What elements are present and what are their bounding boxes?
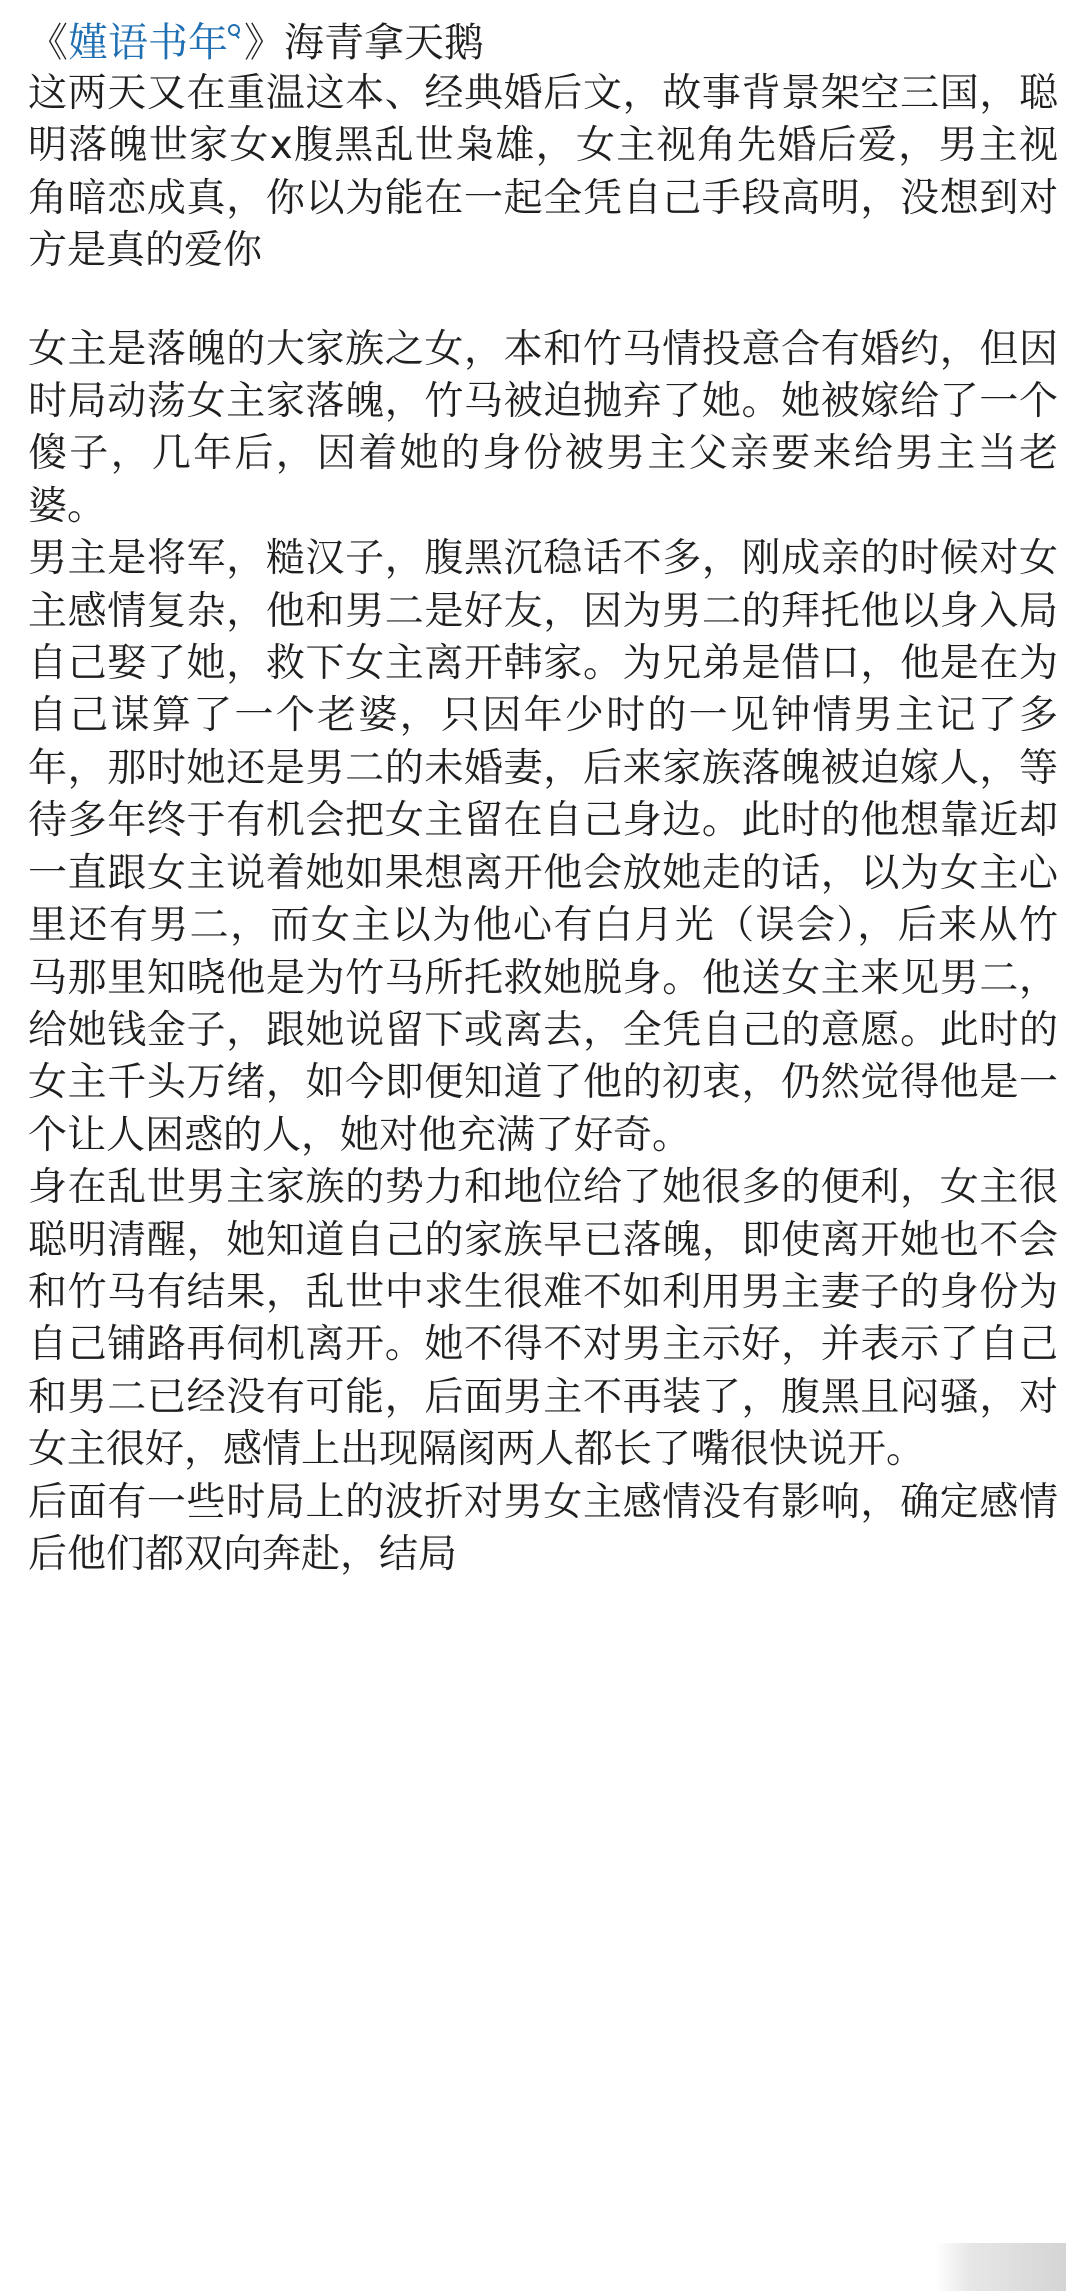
search-icon[interactable] [228,24,242,42]
paragraph-hero: 男主是将军，糙汉子，腹黑沉稳话不多，刚成亲的时候对女主感情复杂，他和男二是好友，因为男二的拜托他以身入局自己娶了她，救下女主离开韩家。为兄弟是借口，他是在为自己谋算了一个老婆，只因年少时的一见钟情男主记了多年，那时她还是男二的未婚妻，后来家族落魄被迫嫁人，等待多年终于有机会把女主留在自己身边。此时的他想靠近却一直跟女主说着她如果想离开他会放她走的话，以为女主心里还有男二，而女主以为他心有白月光（误会），后来从竹马那里知晓他是为竹马所托救她脱身。他送女主来见男二，给她钱金子，跟她说留下或离去，全凭自己的意愿。此时的女主千头万绪，如今即便知道了他的初衷，仍然觉得他是一个让人困惑的人，她对他充满了好奇。 [28,536,1058,1158]
post-content [28,0,1058,2291]
book-title-open: 《 [28,20,68,66]
book-header [28,18,1058,68]
paragraph-intro: 这两天又在重温这本、经典婚后文，故事背景架空三国，聪明落魄世家女x腹黑乱世枭雄，女主视角先婚后爱，男主视角暗恋成真，你以为能在一起全凭自己手段高明，没想到对方是真的爱你 [28,71,1058,274]
paragraph-situation: 身在乱世男主家族的势力和地位给了她很多的便利，女主很聪明清醒，她知道自己的家族早已落魄，即使离开她也不会和竹马有结果，乱世中求生很难不如利用男主妻子的身份为自己铺路再伺机离开。她不得不对男主示好，并表示了自己和男二已经没有可能，后面男主不再装了，腹黑且闷骚，对女主很好，感情上出现隔阂两人都长了嘴很快说开。 [28,1165,1058,1473]
paragraph-heroine: 女主是落魄的大家族之女，本和竹马情投意合有婚约，但因时局动荡女主家落魄，竹马被迫抛弃了她。她被嫁给了一个傻子，几年后，因着她的身份被男主父亲要来给男主当老婆。 [28,326,1058,529]
paragraph-gap [28,278,1058,324]
author-name: 海青拿天鹅 [284,20,484,66]
paragraph-ending: 后面有一些时局上的波折对男女主感情没有影响，确定感情后他们都双向奔赴，结局 [28,1479,1058,1577]
watermark-overlay [936,2243,1066,2291]
book-title-close: 》 [244,20,284,66]
book-title-link[interactable]: 嫤语书年 [68,20,228,66]
